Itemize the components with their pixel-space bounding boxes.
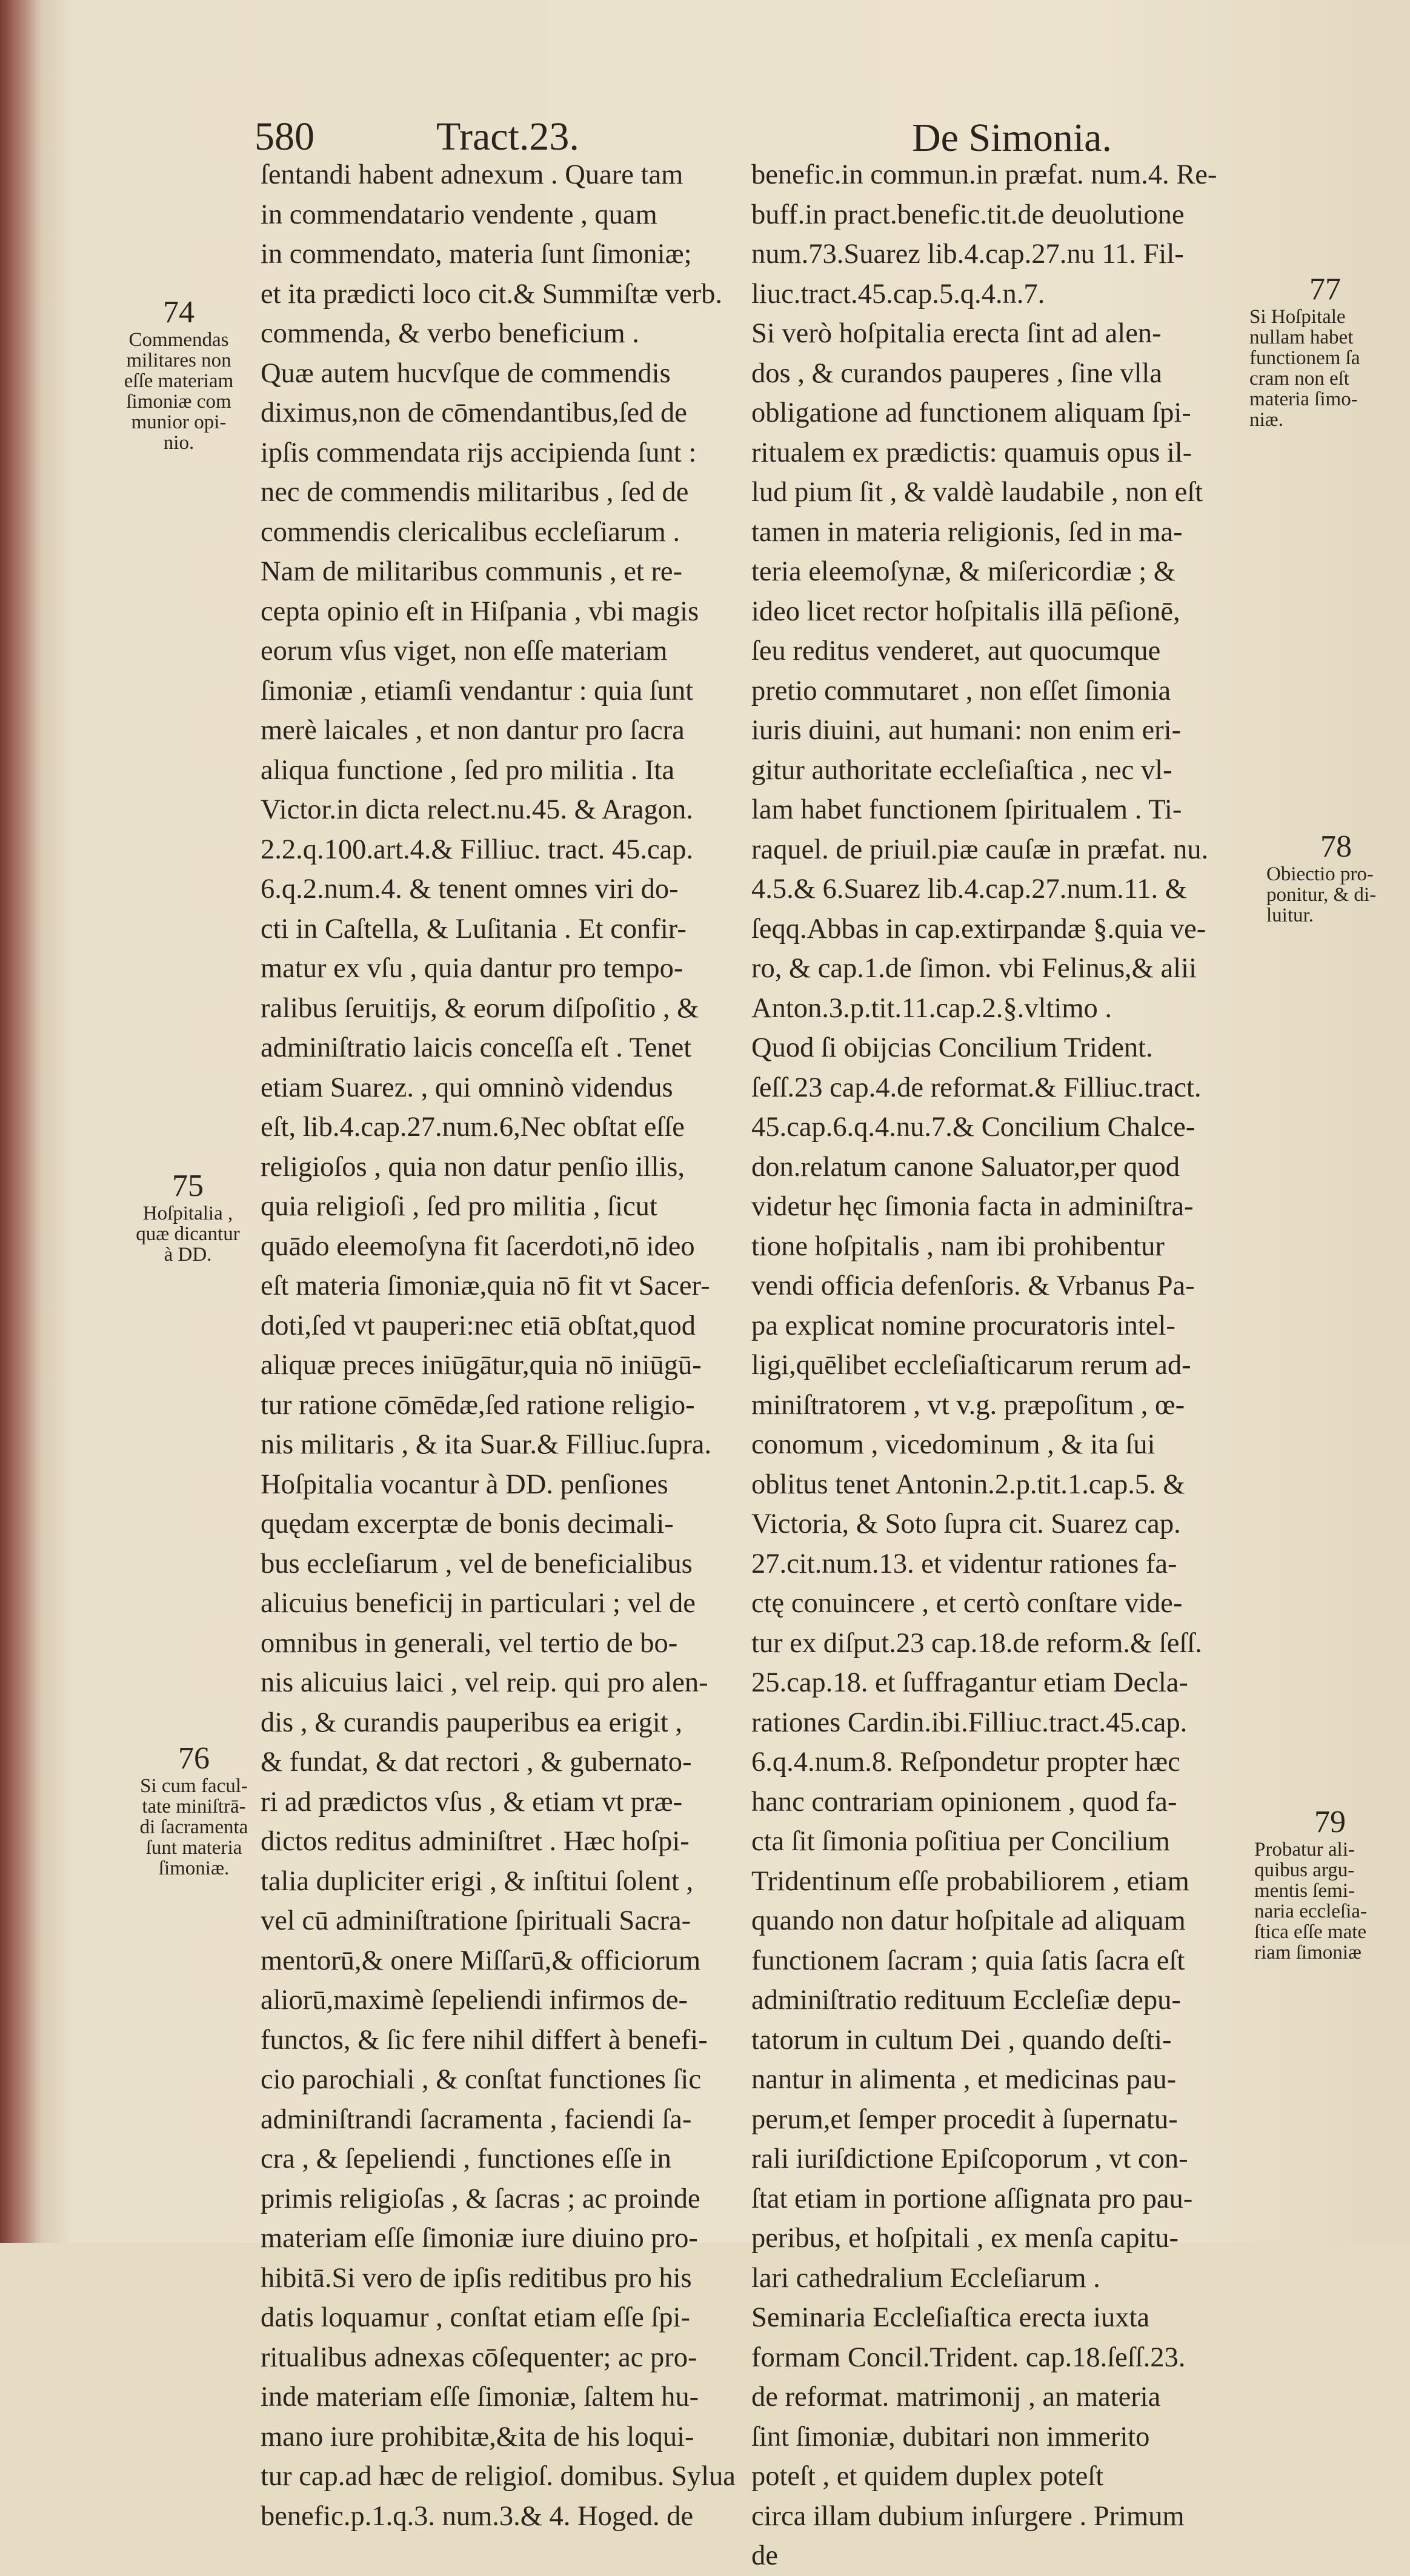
text-line: videtur hęc ſimonia facta in adminiſtra- [751,1191,1194,1222]
margin-note-line: ſimoniæ com [126,391,231,413]
margin-note-number: 77 [1309,272,1341,307]
text-line: eſt materia ſimoniæ,quia nō fit vt Sacer- [261,1270,710,1301]
text-line: materiam eſſe ſimoniæ iure diuino pro- [261,2223,698,2254]
text-line: primis religioſas , & ſacras ; ac proinde [261,2183,700,2214]
text-line: ſeqq.Abbas in cap.extirpandæ §.quia ve- [751,913,1206,944]
text-line: 45.cap.6.q.4.nu.7.& Concilium Chalce- [751,1112,1196,1143]
text-line: adminiſtrandi ſacramenta , faciendi ſa- [261,2103,692,2135]
text-line: miniſtratorem , vt v.g. præpoſitum , œ- [751,1389,1185,1421]
text-line: doti,ſed vt pauperi:nec etiā obſtat,quod [261,1310,696,1341]
text-line: mentorū,& onere Miſſarū,& officiorum [261,1945,701,1976]
text-line: nis alicuius laici , vel reip. qui pro alen- [261,1667,708,1698]
text-line: cta ſit ſimonia poſitiua per Concilium [751,1826,1170,1857]
text-line: ſtat etiam in portione aſſignata pro pau- [751,2183,1193,2214]
text-line: oblitus tenet Antonin.2.p.tit.1.cap.5. & [751,1469,1185,1500]
text-line: vendi officia defenſoris. & Vrbanus Pa- [751,1270,1195,1301]
text-line: ralibus ſeruitijs, & eorum diſpoſitio , & [261,992,699,1024]
text-line: cti in Caſtella, & Luſitania . Et confir- [261,913,687,944]
margin-note-line: militares non [126,350,231,371]
margin-note-77 [1249,273,1401,430]
text-line: buff.in pract.benefic.tit.de deuolutione [751,199,1185,230]
text-line: perum,et ſemper procedit à ſupernatu- [751,2103,1178,2135]
text-line: Si verò hoſpitalia erecta ſint ad alen- [751,318,1162,349]
margin-note-number: 76 [178,1741,210,1776]
margin-note-line: ſtica eſſe mate [1254,1921,1367,1943]
text-line: quędam excerptæ de bonis decimali- [261,1509,674,1539]
margin-note-line: Commendas [128,329,229,351]
text-line: ri ad prædictos vſus , & etiam vt præ- [261,1786,683,1817]
text-line: hanc contrariam opinionem , quod fa- [751,1786,1177,1817]
text-line: pa explicat nomine procuratoris intel- [751,1310,1176,1341]
text-line: cepta opinio eſt in Hiſpania , vbi magis [261,596,699,627]
text-line: in commendato, materia ſunt ſimoniæ; [261,239,692,270]
text-line: aliquæ preces iniūgātur,quia nō iniūgū- [261,1350,702,1381]
text-line: tur ratione cōmēdæ,ſed ratione religio- [261,1389,695,1421]
text-line: 6.q.4.num.8. Reſpondetur propter hæc [751,1747,1180,1778]
margin-note-line: Probatur ali- [1254,1839,1355,1861]
text-line: quia religioſi , ſed pro militia , ſicut [261,1191,657,1222]
text-line: ctę conuincere , et certò conſtare vide- [751,1588,1183,1619]
text-line: diximus,non de cōmendantibus,ſed de [261,397,687,428]
margin-note-line: naria eccleſia- [1254,1900,1367,1922]
text-line: ro, & cap.1.de ſimon. vbi Felinus,& alii [751,953,1197,984]
text-line: benefic.in commun.in præfat. num.4. Re- [751,159,1217,190]
text-line: peribus, et hoſpitali , ex menſa capitu- [751,2223,1179,2254]
text-line: talia dupliciter erigi , & inſtitui ſolent , [261,1865,694,1897]
right-text-column [751,155,1272,2576]
text-line: Quod ſi obijcias Concilium Trident. [751,1032,1153,1063]
margin-note-line: functionem ſa [1249,347,1360,369]
margin-note-76 [121,1742,267,1879]
text-line: eſt, lib.4.cap.27.num.6,Nec obſtat eſſe [261,1112,685,1143]
margin-note-line: tate miniſtrā- [142,1796,246,1817]
margin-note-line: ſunt materia [145,1837,242,1859]
text-line: poteſt , et quidem duplex poteſt [751,2461,1104,2492]
text-line: Hoſpitalia vocantur à DD. penſiones [261,1469,668,1500]
text-line: dis , & curandis pauperibus ea erigit , [261,1707,683,1738]
margin-note-78 [1266,830,1406,926]
text-line: et ita prædicti loco cit.& Summiſtæ verb. [261,278,722,310]
text-line: ſeſſ.23 cap.4.de reformat.& Filliuc.tract. [751,1072,1202,1103]
margin-note-line: luitur. [1266,905,1314,926]
text-line: rationes Cardin.ibi.Filliuc.tract.45.cap. [751,1707,1188,1738]
text-line: conomum , vicedominum , & ita ſui [751,1429,1156,1460]
text-line: etiam Suarez. , qui omninò videndus [261,1072,673,1103]
page-number: 580 [254,115,314,159]
margin-note-number: 74 [163,295,195,330]
text-line: hibitā.Si vero de ipſis reditibus pro his [261,2262,692,2294]
text-line: quādo eleemoſyna fit ſacerdoti,nō ideo [261,1230,695,1262]
text-line: adminiſtratio laicis conceſſa eſt . Tenet [261,1032,692,1063]
margin-note-line: quæ dicantur [136,1223,240,1245]
text-line: circa illam dubium inſurgere . Primum [751,2500,1185,2532]
text-line: religioſos , quia non datur penſio illis, [261,1151,685,1183]
text-line: don.relatum canone Saluator,per quod [751,1151,1180,1183]
text-line: dictos reditus adminiſtret . Hæc hoſpi- [261,1826,690,1857]
text-line: ritualibus adnexas cōſequenter; ac pro- [261,2342,697,2373]
text-line: merè laicales , et non dantur pro ſacra [261,715,685,746]
text-line: nantur in alimenta , et medicinas pau- [751,2064,1177,2095]
text-line: mano iure prohibitæ,&ita de his loqui- [261,2421,694,2452]
text-line: num.73.Suarez lib.4.cap.27.nu 11. Fil- [751,239,1184,270]
text-line: Anton.3.p.tit.11.cap.2.§.vltimo . [751,992,1112,1024]
text-line: de reformat. matrimonij , an materia [751,2382,1161,2412]
text-line: alicuius beneficij in particulari ; vel de [261,1588,696,1619]
text-line: Seminaria Eccleſiaſtica erecta iuxta [751,2302,1150,2333]
margin-note-line: Si Hoſpitale [1249,306,1346,328]
text-line: benefic.p.1.q.3. num.3.& 4. Hoged. de [261,2500,694,2532]
text-line: cio parochiali , & conſtat functiones ſic [261,2064,701,2095]
text-line: functionem ſacram ; quia ſatis ſacra eſt [751,1945,1185,1976]
margin-note-75 [115,1169,261,1265]
margin-note-line: Obiectio pro- [1266,863,1374,885]
text-line: aliqua functione , ſed pro militia . Ita [261,754,675,786]
margin-note-74 [103,296,254,453]
text-line: commenda, & verbo beneficium . [261,318,639,349]
text-line: quando non datur hoſpitale ad aliquam [751,1905,1186,1936]
tractatus-label: Tract.23. [436,115,579,159]
text-line: Tridentinum eſſe probabiliorem , etiam [751,1865,1189,1897]
running-title: De Simonia. [912,116,1112,160]
text-line: pretio commutaret , non eſſet ſimonia [751,675,1171,706]
margin-note-line: à DD. [164,1244,212,1266]
text-line: functos, & ſic fere nihil differt à benefi- [261,2024,708,2056]
text-line: lam habet functionem ſpiritualem . Ti- [751,794,1182,825]
text-line: 2.2.q.100.art.4.& Filliuc. tract. 45.cap. [261,834,694,865]
text-line: ſimoniæ , etiamſi vendantur : quia ſunt [261,675,694,706]
margin-note-number: 75 [172,1169,204,1203]
text-line: tur ex diſput.23 cap.18.de reform.& ſeſſ. [751,1627,1202,1659]
text-line: 4.5.& 6.Suarez lib.4.cap.27.num.11. & [751,874,1187,905]
text-line: ritualem ex prædictis: quamuis opus il- [751,437,1192,468]
text-line: omnibus in generali, vel tertio de bo- [261,1627,678,1659]
text-line: tatorum in cultum Dei , quando deſti- [751,2024,1172,2056]
text-line: eorum vſus viget, non eſſe materiam [261,636,668,666]
margin-note-line: di ſacramenta [139,1816,248,1838]
text-line: Victoria, & Soto ſupra cit. Suarez cap. [751,1509,1181,1539]
text-line: Victor.in dicta relect.nu.45. & Aragon. [261,794,693,825]
text-line: iuris diuini, aut humani: non enim eri- [751,715,1182,746]
text-line: tur cap.ad hæc de religioſ. domibus. Sylua [261,2461,736,2492]
margin-note-line: nullam habet [1249,327,1354,348]
margin-note-line: quibus argu- [1254,1859,1355,1881]
text-line: in commendatario vendente , quam [261,199,657,230]
text-line: bus eccleſiarum , vel de beneficialibus [261,1548,693,1579]
margin-note-line: Si cum facul- [140,1775,248,1797]
text-line: ſint ſimoniæ, dubitari non immerito [751,2421,1150,2452]
text-line: obligatione ad functionem aliquam ſpi- [751,397,1191,428]
text-line: nis militaris , & ita Suar.& Filliuc.ſupra. [261,1429,711,1460]
margin-note-line: nio. [163,432,195,454]
text-line: aliorū,maximè ſepeliendi infirmos de- [261,1985,688,2016]
margin-note-79 [1254,1805,1406,1963]
margin-note-line: cram non eſt [1249,368,1349,390]
text-line: ipſis commendata rijs accipienda ſunt : [261,437,697,468]
text-line: commendis clericalibus eccleſiarum . [261,516,680,548]
text-line: & fundat, & dat rectori , & gubernato- [261,1747,692,1778]
text-line: 27.cit.num.13. et videntur rationes fa- [751,1548,1177,1579]
margin-note-number: 78 [1320,829,1352,864]
text-line: tamen in materia religionis, ſed in ma- [751,516,1183,548]
text-line: nec de commendis militaribus , ſed de [261,477,689,508]
margin-note-number: 79 [1314,1805,1346,1839]
margin-note-line: mentis ſemi- [1254,1880,1355,1902]
left-text-column [261,155,745,2536]
text-line: inde materiam eſſe ſimoniæ, ſaltem hu- [261,2382,699,2412]
text-line: teria eleemoſynæ, & miſericordiæ ; & [751,556,1176,587]
margin-note-line: materia ſimo- [1249,388,1358,410]
margin-note-line: riam ſimoniæ [1254,1942,1362,1964]
text-line: formam Concil.Trident. cap.18.ſeſſ.23. [751,2342,1186,2373]
text-line: gitur authoritate eccleſiaſtica , nec vl- [751,754,1172,786]
text-line: dos , & curandos pauperes , ſine vlla [751,357,1162,389]
text-line: 25.cap.18. et ſuffragantur etiam Decla- [751,1667,1188,1698]
text-line: Nam de militaribus communis , et re- [261,556,683,587]
text-line: adminiſtratio redituum Eccleſiæ depu- [751,1985,1181,2016]
binding-edge [0,0,42,2243]
margin-note-line: ſimoniæ. [158,1857,230,1879]
text-line: rali iuriſdictione Epiſcoporum , vt con- [751,2143,1188,2174]
text-line: datis loquamur , conſtat etiam eſſe ſpi- [261,2302,690,2333]
text-line: vel cū adminiſtratione ſpirituali Sacra- [261,1905,691,1936]
margin-note-line: Hoſpitalia , [142,1203,233,1224]
text-line: raquel. de priuil.piæ cauſæ in præfat. nu. [751,834,1209,865]
text-line: cra , & ſepeliendi , functiones eſſe in [261,2143,671,2174]
text-line: matur ex vſu , quia dantur pro tempo- [261,953,683,984]
text-line: ſeu reditus venderet, aut quocumque [751,636,1161,666]
text-line: lud pium ſit , & valdè laudabile , non eſt [751,477,1203,508]
margin-note-line: munior opi- [131,411,227,433]
margin-note-line: ponitur, & di- [1266,884,1377,906]
text-line: ideo licet rector hoſpitalis illā pēſionē, [751,596,1180,627]
text-line: de [751,2540,778,2571]
margin-note-line: niæ. [1249,409,1283,431]
text-line: Quæ autem hucvſque de commendis [261,357,671,389]
text-line: liuc.tract.45.cap.5.q.4.n.7. [751,278,1045,310]
text-line: 6.q.2.num.4. & tenent omnes viri do- [261,874,679,905]
margin-note-line: eſſe materiam [124,370,234,392]
text-line: ſentandi habent adnexum . Quare tam [261,159,683,190]
text-line: lari cathedralium Eccleſiarum . [751,2262,1100,2294]
text-line: tione hoſpitalis , nam ibi prohibentur [751,1230,1165,1262]
page-header [206,103,1327,161]
text-line: ligi,quēlibet eccleſiaſticarum rerum ad- [751,1350,1191,1381]
